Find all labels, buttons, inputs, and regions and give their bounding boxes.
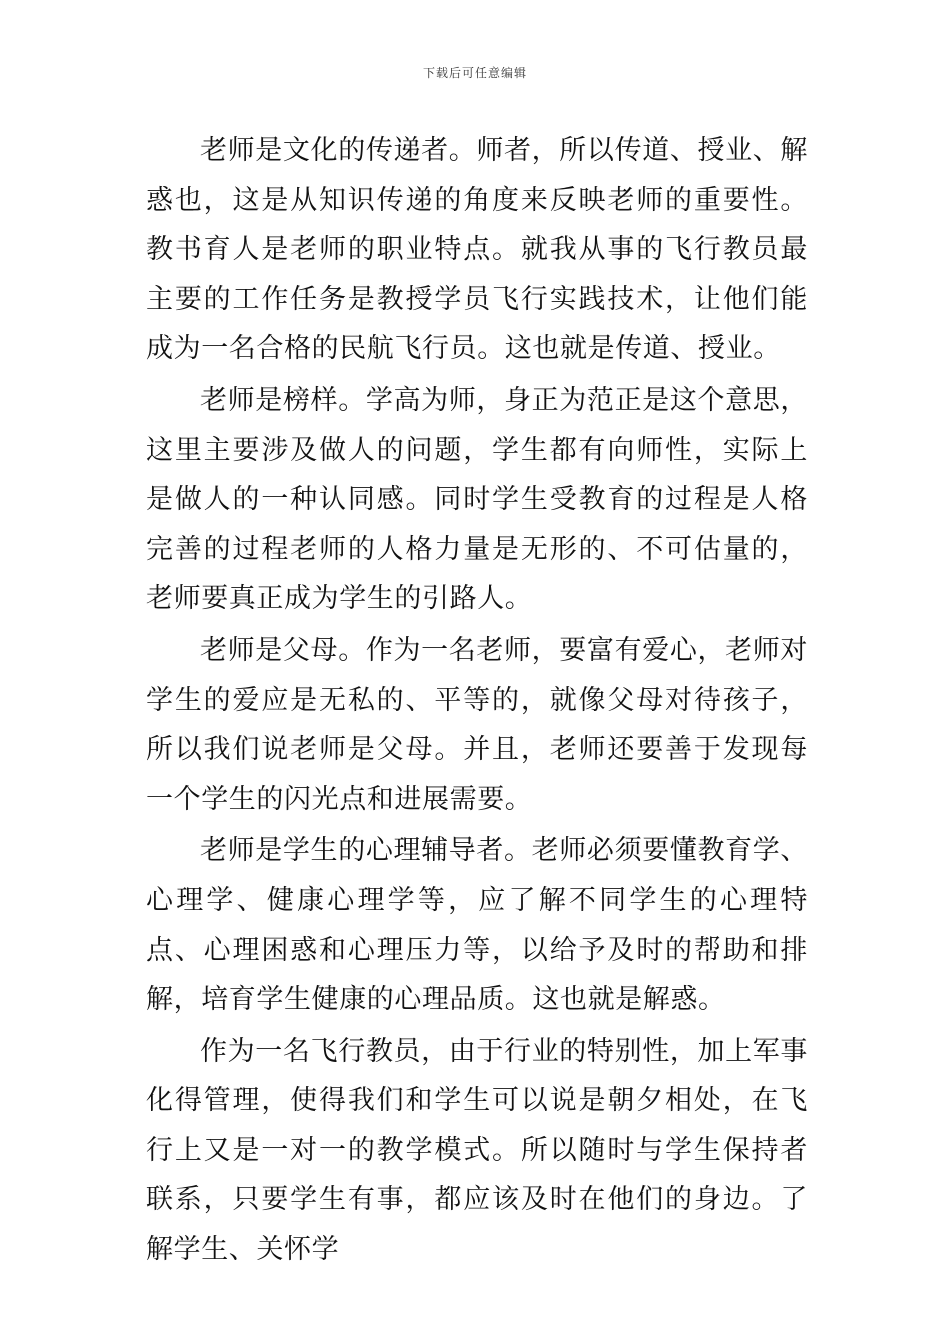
paragraph-teacher-parent: 老师是父母。作为一名老师，要富有爱心，老师对学生的爱应是无私的、平等的，就像父母对待孩子，所以我们说老师是父母。并且，老师还要善于发现每一个学生的闪光点和进展需要。 bbox=[146, 634, 808, 815]
header-note: 下载后可任意编辑 bbox=[422, 66, 527, 80]
paragraph-flight-instructor: 作为一名飞行教员，由于行业的特别性，加上军事化得管理，使得我们和学生可以说是朝夕相处，在飞行上又是一对一的教学模式。所以随时与学生保持者联系，只要学生有事，都应该及时在他们的身边。了解学生、关怀学 bbox=[146, 1035, 808, 1266]
paragraph-teacher-counselor: 老师是学生的心理辅导者。老师必须要懂教育学、心理学、健康心理学等，应了解不同学生的心理特点、心理困惑和心理压力等，以给予及时的帮助和排解，培育学生健康的心理品质。这也就是解惑。 bbox=[146, 835, 808, 1016]
body-text bbox=[146, 126, 808, 1277]
paragraph-teacher-culture: 老师是文化的传递者。师者，所以传道、授业、解惑也，这是从知识传递的角度来反映老师的重要性。教书育人是老师的职业特点。就我从事的飞行教员最主要的工作任务是教授学员飞行实践技术，让他们能成为一名合格的民航飞行员。这也就是传道、授业。 bbox=[146, 135, 808, 365]
paragraph-teacher-role-model: 老师是榜样。学高为师，身正为范正是这个意思，这里主要涉及做人的问题，学生都有向师性，实际上是做人的一种认同感。同时学生受教育的过程是人格完善的过程老师的人格力量是无形的、不可估量的，老师要真正成为学生的引路人。 bbox=[146, 384, 808, 615]
